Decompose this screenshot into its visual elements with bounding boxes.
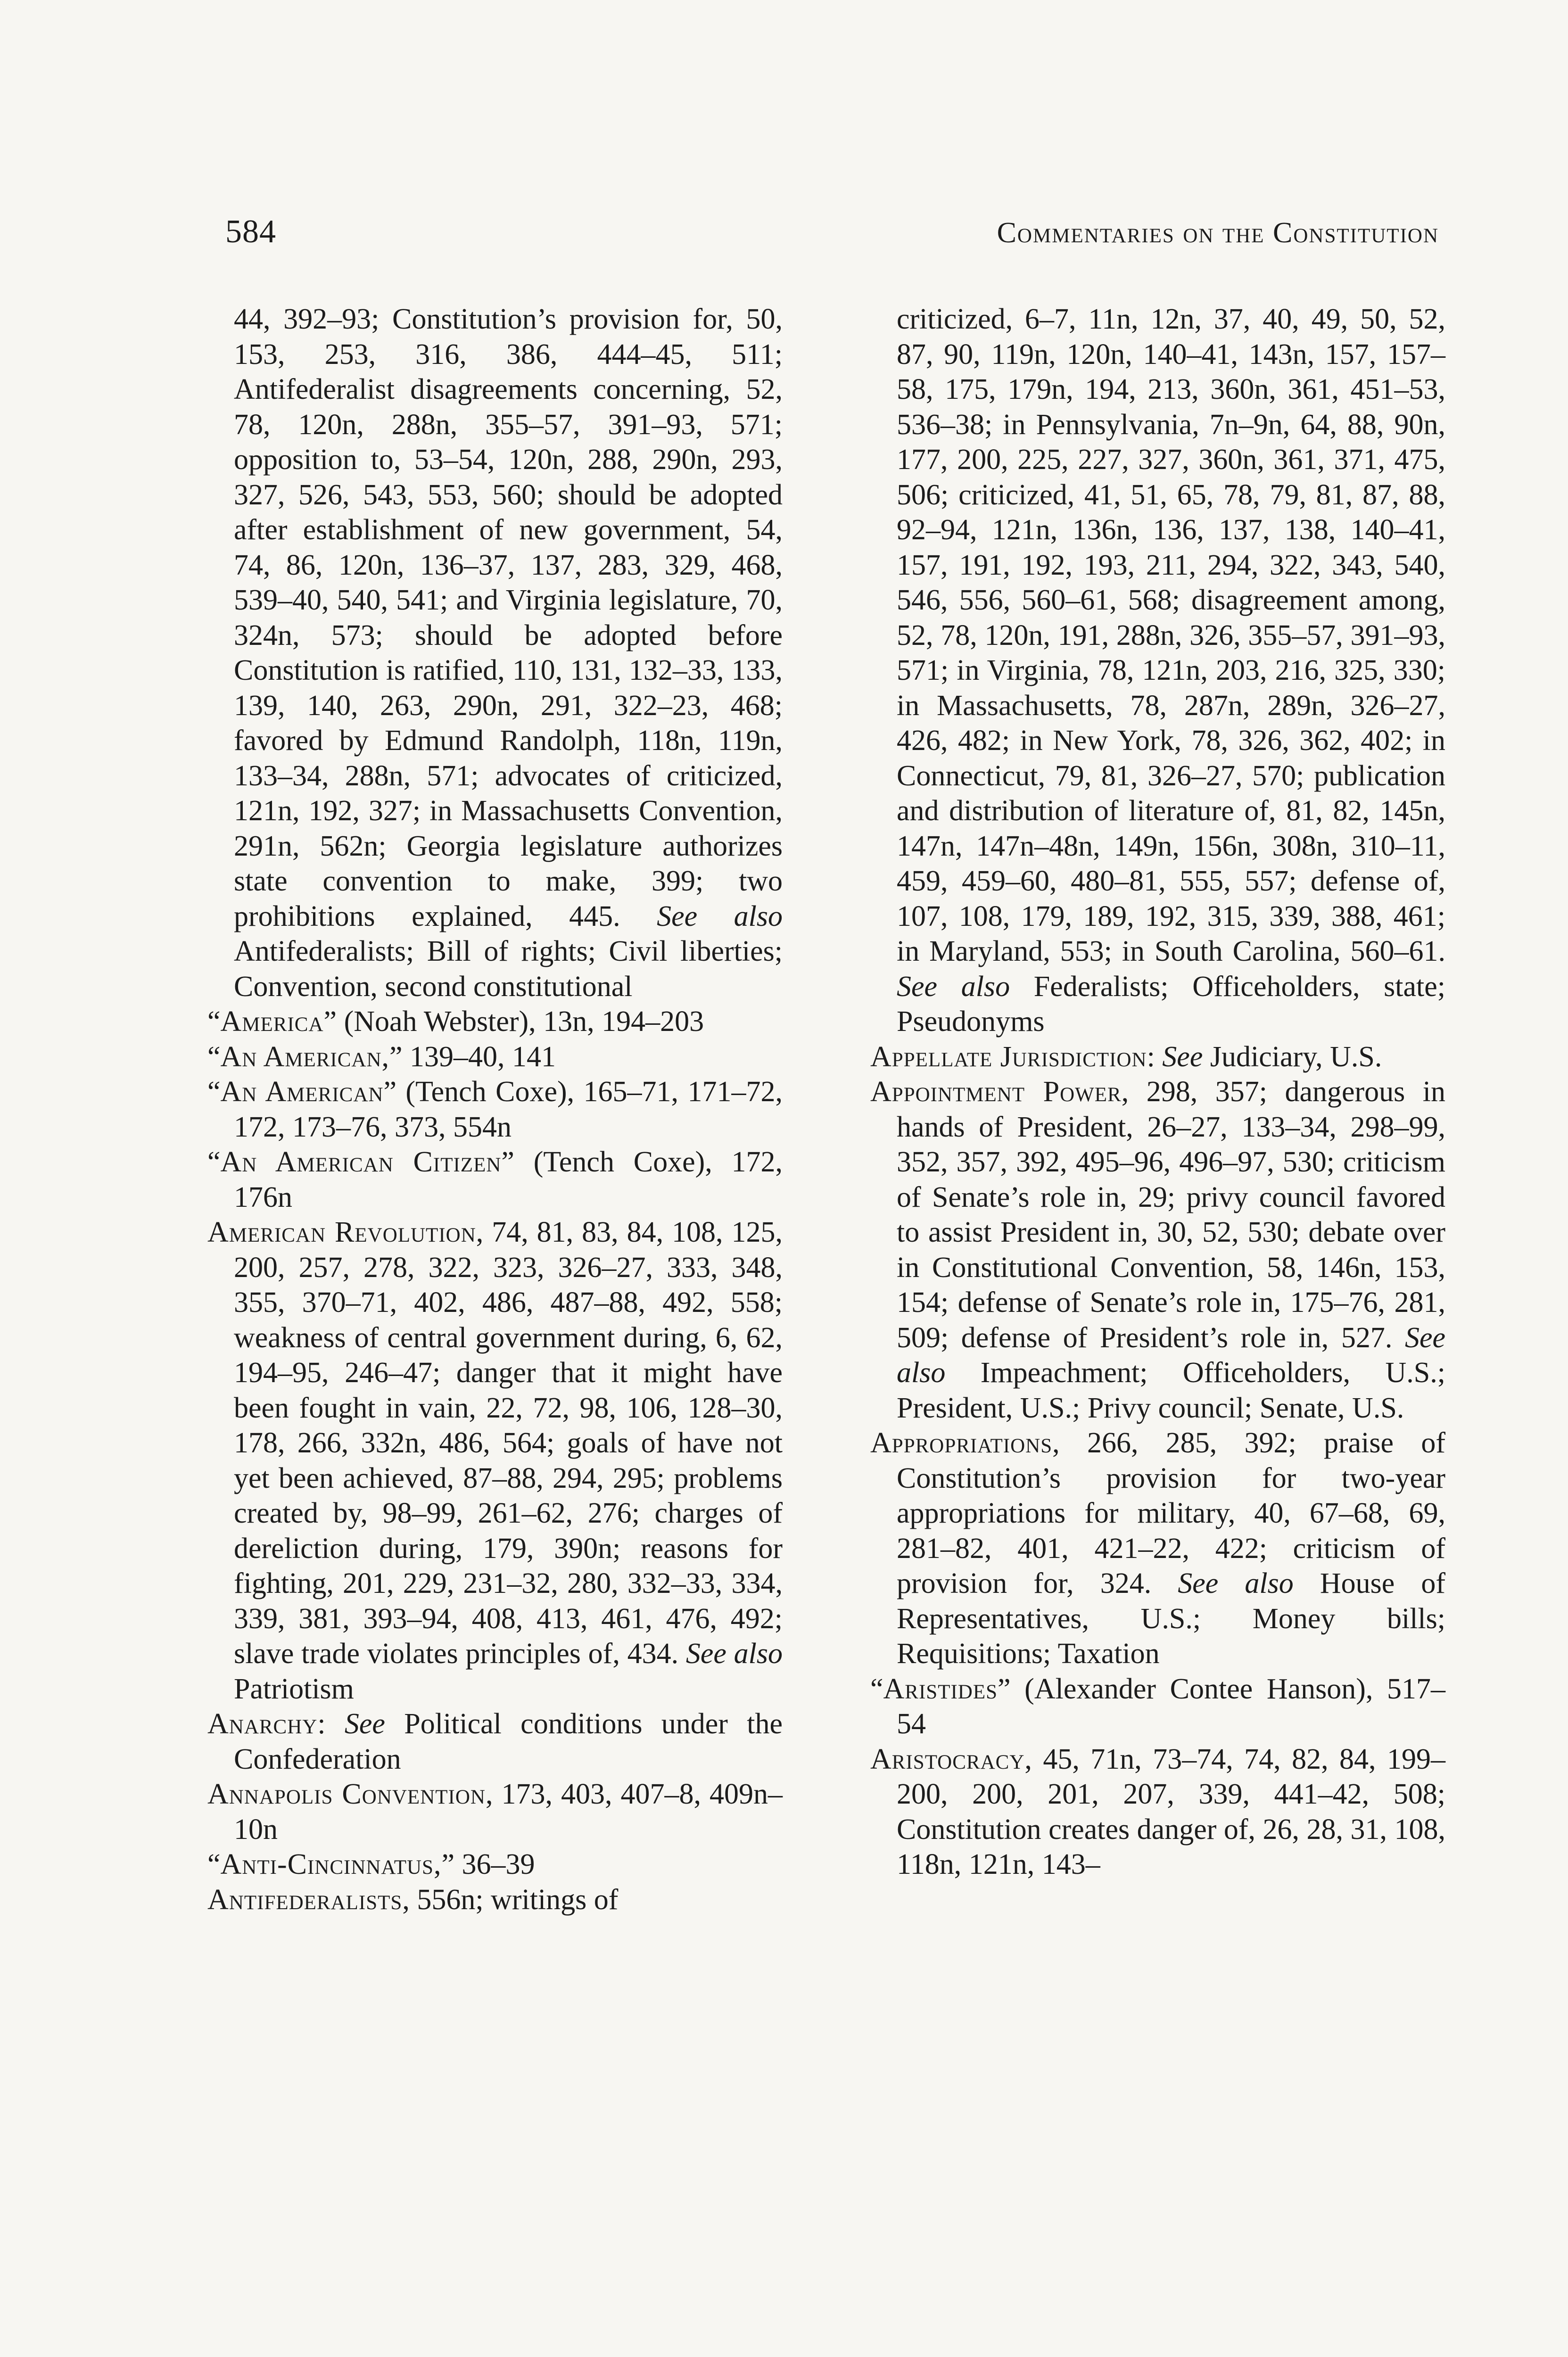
index-entry-america-webster [207,1004,783,1039]
quote-open: “ [207,1146,221,1178]
quote-open: “ [207,1005,221,1038]
entry-body: (Tench Coxe), 172, 176n [234,1146,783,1213]
index-entry-anarchy [207,1706,783,1777]
index-entry-aristides [870,1672,1445,1742]
index-entry-anti-cincinnatus [207,1847,783,1882]
quote-close: ” [441,1848,454,1880]
see-also-label: See also [897,1321,1445,1389]
quote-open: “ [207,1076,221,1108]
cross-references: Political conditions under the Confederation [234,1708,783,1775]
index-entry-an-american-coxe [207,1074,783,1145]
quote-close: ” [323,1005,337,1038]
entry-heading: American Revolution [207,1216,476,1248]
index-entry-annapolis-convention [207,1777,783,1847]
index-entry-antifederalists-continued [870,302,1445,1039]
page-header [225,213,1439,260]
entry-body: , 556n; writings of [402,1883,619,1916]
index-column-right [870,302,1445,1882]
index-entry-appellate-jurisdiction [870,1039,1445,1075]
entry-body: , 266, 285, 392; praise of Constitution’s provision for two-year appropriations for military, 40, 67–68, 69, 281–82, 401, 421–22, 422; criticism of provision for, 324. [897,1427,1445,1599]
see-label: See [344,1708,385,1740]
quote-close: ” [501,1146,514,1178]
cross-references: House of Representatives, U.S.; Money bills; Requisitions; Taxation [897,1567,1445,1670]
entry-heading: Appointment Power [870,1076,1122,1108]
index-entry-appropriations [870,1426,1445,1672]
entry-body: 139–40, 141 [402,1040,556,1073]
entry-heading: An American [220,1076,384,1108]
see-also-label: See also [1178,1567,1294,1599]
running-head: Commentaries on the Constitution [997,217,1439,249]
quote-close: ” [383,1076,396,1108]
cross-references: Patriotism [234,1673,354,1705]
quote-close: ” [389,1040,403,1073]
index-entry-aristocracy [870,1742,1445,1882]
cross-references: Federalists; Officeholders, state; Pseudonyms [897,970,1445,1038]
entry-body: , 74, 81, 83, 84, 108, 125, 200, 257, 278, 322, 323, 326–27, 333, 348, 355, 370–71, 402, 486, 487–88, 492, 558; weakness of central government during, 6, 62, 194–95, 246–47; danger that it might have been fought in vain, 22, 72, 98, 106, 128–30, 178, 266, 332n, 486, 564; goals of have not yet been achieved, 87–88, 294, 295; problems created by, 98–99, 261–62, 276; charges of dereliction during, 179, 390n; reasons for fighting, 201, 229, 231–32, 280, 332–33, 334, 339, 381, 393–94, 408, 413, 461, 476, 492; slave trade violates principles of, 434. [234,1216,783,1670]
page-number: 584 [225,214,276,250]
quote-close: ” [998,1673,1011,1705]
quote-open: “ [207,1040,221,1073]
entry-heading: Aristides [883,1673,998,1705]
entry-heading: An American Citizen [220,1146,502,1178]
see-also-label: See also [897,970,1010,1003]
index-entry-appointment-power [870,1074,1445,1426]
index-column-left [207,302,783,1917]
entry-body: , 173, 403, 407–8, 409n–10n [234,1778,783,1846]
entry-body: (Tench Coxe), 165–71, 171–72, 172, 173–76, 373, 554n [234,1076,783,1143]
entry-heading: Anarchy [207,1708,318,1740]
entry-colon: : [1147,1040,1163,1073]
see-also-label: See also [685,1638,783,1670]
entry-heading: Annapolis Convention [207,1778,486,1810]
quote-open: “ [870,1673,883,1705]
entry-heading: Appropriations [870,1427,1053,1459]
index-entry-american-revolution [207,1215,783,1706]
entry-heading: An American, [220,1040,389,1073]
entry-heading: Aristocracy [870,1743,1025,1775]
cross-references: Antifederalists; Bill of rights; Civil liberties; Convention, second constitutional [234,935,783,1003]
entry-body: (Alexander Contee Hanson), 517–54 [897,1673,1445,1740]
entry-body: 36–39 [454,1848,535,1880]
entry-body: criticized, 6–7, 11n, 12n, 37, 40, 49, 50, 52, 87, 90, 119n, 120n, 140–41, 143n, 157, 157–58, 175, 179n, 194, 213, 360n, 361, 451–53, 536–38; in Pennsylvania, 7n–9n, 64, 88, 90n, 177, 200, 225, 227, 327, 360n, 361, 371, 475, 506; criticized, 41, 51, 65, 78, 79, 81, 87, 88, 92–94, 121n, 136n, 136, 137, 138, 140–41, 157, 191, 192, 193, 211, 294, 322, 343, 540, 546, 556, 560–61, 568; disagreement among, 52, 78, 120n, 191, 288n, 326, 355–57, 391–93, 571; in Virginia, 78, 121n, 203, 216, 325, 330; in Massachusetts, 78, 287n, 289n, 326–27, 426, 482; in New York, 78, 326, 362, 402; in Connecticut, 79, 81, 326–27, 570; publication and distribution of literature of, 81, 82, 145n, 147n, 147n–48n, 149n, 156n, 308n, 310–11, 459, 459–60, 480–81, 555, 557; defense of, 107, 108, 179, 189, 192, 315, 339, 388, 461; in Maryland, 553; in South Carolina, 560–61. [897,303,1445,967]
quote-open: “ [207,1848,221,1880]
index-entry-bill-of-rights-continued [207,302,783,1004]
see-label: See [1162,1040,1203,1073]
entry-heading: Appellate Jurisdiction [870,1040,1147,1073]
index-entry-an-american [207,1039,783,1075]
see-also-label: See also [657,900,783,932]
entry-body: , 45, 71n, 73–74, 74, 82, 84, 199–200, 200, 201, 207, 339, 441–42, 508; Constitution creates danger of, 26, 28, 31, 108, 118n, 121n, 143– [897,1743,1446,1880]
entry-body: , 298, 357; dangerous in hands of President, 26–27, 133–34, 298–99, 352, 357, 392, 495–96, 496–97, 530; criticism of Senate’s role in, 29; privy council favored to assist President in, 30, 52, 530; debate over in Constitutional Convention, 58, 146n, 153, 154; defense of Senate’s role in, 175–76, 281, 509; defense of President’s role in, 527. [897,1076,1446,1354]
entry-body: (Noah Webster), 13n, 194–203 [337,1005,704,1038]
entry-colon: : [317,1708,345,1740]
cross-references: Impeachment; Officeholders, U.S.; President, U.S.; Privy council; Senate, U.S. [897,1357,1445,1424]
entry-heading: Antifederalists [207,1883,403,1916]
index-entry-an-american-citizen [207,1145,783,1215]
entry-heading: America [220,1005,324,1038]
entry-body: 44, 392–93; Constitution’s provision for, 50, 153, 253, 316, 386, 444–45, 511; Antifederalist disagreements concerning, 52, 78, 120n, 288n, 355–57, 391–93, 571; opposition to, 53–54, 120n, 288, 290n, 293, 327, 526, 543, 553, 560; should be adopted after establishment of new government, 54, 74, 86, 120n, 136–37, 137, 283, 329, 468, 539–40, 540, 541; and Virginia legislature, 70, 324n, 573; should be adopted before Constitution is ratified, 110, 131, 132–33, 133, 139, 140, 263, 290n, 291, 322–23, 468; favored by Edmund Randolph, 118n, 119n, 133–34, 288n, 571; advocates of criticized, 121n, 192, 327; in Massachusetts Convention, 291n, 562n; Georgia legislature authorizes state convention to make, 399; two prohibitions explained, 445. [234,303,783,932]
entry-heading: Anti-Cincinnatus, [220,1848,442,1880]
index-entry-antifederalists [207,1882,783,1918]
cross-references: Judiciary, U.S. [1203,1040,1382,1073]
